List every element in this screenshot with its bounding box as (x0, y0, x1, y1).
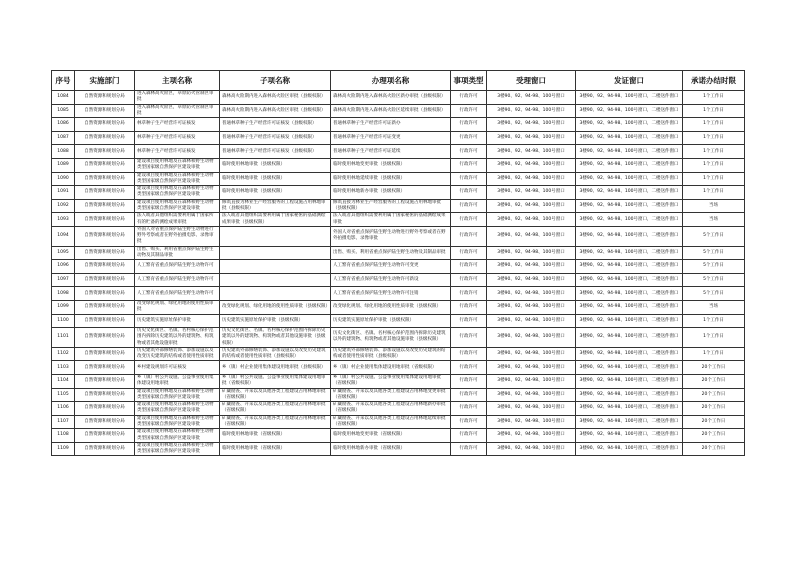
cell-main-item: 历史建筑外部修缮装饰、添加设施以及改变历史建筑的结构或者使用性质审批 (135, 347, 220, 361)
cell-index: 1104 (52, 374, 75, 388)
cell-acceptance-window: 3楼90、92、94-98、100号窗口 (487, 388, 576, 402)
cell-time-limit: 1个工作日 (683, 328, 745, 348)
cell-department: 自然资源和规划分局 (75, 131, 135, 145)
cell-time-limit: 5个工作日 (683, 226, 745, 246)
cell-acceptance-window: 3楼90、92、94-98、100号窗口 (487, 429, 576, 443)
cell-issuing-window: 3楼90、92、94-98、100号窗口，二楼送件窗口 (576, 104, 683, 118)
cell-acceptance-window: 3楼90、92、94-98、100号窗口 (487, 172, 576, 186)
cell-acceptance-window: 3楼90、92、94-98、100号窗口 (487, 374, 576, 388)
cell-index: 1100 (52, 314, 75, 328)
cell-index: 1093 (52, 213, 75, 227)
cell-department: 自然资源和规划分局 (75, 213, 135, 227)
col-header-issuing-window: 发证窗口 (576, 71, 683, 91)
table-row (52, 273, 745, 287)
table-row (52, 104, 745, 118)
cell-time-limit: 20个工作日 (683, 429, 745, 443)
cell-main-item: 历史文化街区、名镇、名村核心保护范围内拆除历史建筑以外的建筑物、构筑物或者其他设施审批 (135, 328, 220, 348)
cell-main-item: 林草种子生产经营许可证核发 (135, 145, 220, 159)
cell-department: 自然资源和规划分局 (75, 260, 135, 274)
cell-main-item: 建设项目使用林地及在森林和野生动物类型国家级自然保护区建设审批 (135, 186, 220, 200)
cell-department: 自然资源和规划分局 (75, 186, 135, 200)
cell-main-item: 建设项目使用林地及在森林和野生动物类型国家级自然保护区建设审批 (135, 429, 220, 443)
cell-sub-item: 乡（镇）村公共设施、公益事业使用集体建设用地审批（省级权限） (220, 374, 331, 388)
cell-time-limit: 1个工作日 (683, 131, 745, 145)
cell-sub-item (220, 246, 331, 260)
cell-acceptance-window: 3楼90、92、94-98、100号窗口 (487, 131, 576, 145)
cell-issuing-window: 3楼90、92、94-98、100号窗口，二楼送件窗口 (576, 402, 683, 416)
cell-sub-item: 临时使用林地审批（县级权限） (220, 158, 331, 172)
cell-time-limit: 当场 (683, 199, 745, 213)
cell-item-type: 行政许可 (451, 145, 487, 159)
cell-issuing-window: 3楼90、92、94-98、100号窗口，二楼送件窗口 (576, 213, 683, 227)
cell-handling-item: 历史建筑实施原址保护审批（县级权限） (331, 314, 451, 328)
cell-department: 自然资源和规划分局 (75, 347, 135, 361)
cell-issuing-window: 3楼90、92、94-98、100号窗口，二楼送件窗口 (576, 260, 683, 274)
cell-issuing-window: 3楼90、92、94-98、100号窗口，二楼送件窗口 (576, 300, 683, 314)
cell-handling-item: 出售、购买、利用省重点保护陆生野生动物及其制品审批 (331, 246, 451, 260)
cell-main-item: 人工繁育省重点保护陆生野生动物许可 (135, 260, 220, 274)
col-header-time-limit: 承诺办结时限 (683, 71, 745, 91)
cell-main-item: 建设项目使用林地及在森林和野生动物类型国家级自然保护区建设审批 (135, 199, 220, 213)
cell-item-type: 行政许可 (451, 172, 487, 186)
cell-time-limit: 1个工作日 (683, 118, 745, 132)
cell-handling-item: 法人或者其他组织需要利用属于国家秘密的基础测绘成果审批 (331, 213, 451, 227)
cell-time-limit: 1个工作日 (683, 104, 745, 118)
cell-item-type: 行政许可 (451, 442, 487, 456)
cell-handling-item: 普通林草种子生产经营许可证新办 (331, 118, 451, 132)
cell-main-item: 建设项目使用林地及在森林和野生动物类型国家级自然保护区建设审批 (135, 172, 220, 186)
cell-item-type: 行政许可 (451, 388, 487, 402)
col-header-index: 序号 (52, 71, 75, 91)
cell-issuing-window: 3楼90、92、94-98、100号窗口，二楼送件窗口 (576, 361, 683, 375)
cell-sub-item: 临时使用林地审批（县级权限） (220, 186, 331, 200)
cell-handling-item: 森林高火险期内进入森林高火险区新办审批（县级权限） (331, 91, 451, 105)
cell-index: 1092 (52, 199, 75, 213)
cell-department: 自然资源和规划分局 (75, 388, 135, 402)
cell-index: 1090 (52, 172, 75, 186)
cell-index: 1089 (52, 158, 75, 172)
cell-handling-item: 普通林草种子生产经营许可证延续 (331, 145, 451, 159)
cell-issuing-window: 3楼90、92、94-98、100号窗口，二楼送件窗口 (576, 442, 683, 456)
cell-item-type: 行政许可 (451, 104, 487, 118)
cell-main-item: 外国人对省重点保护陆生野生动物进行野外考察或者在野外拍摄电影、录像审批 (135, 226, 220, 246)
cell-main-item: 建设项目使用林地及在森林和野生动物类型国家级自然保护区建设审批 (135, 442, 220, 456)
cell-handling-item: 人工繁育省重点保护陆生野生动物许可注销 (331, 287, 451, 301)
cell-index: 1101 (52, 328, 75, 348)
cell-item-type: 行政许可 (451, 226, 487, 246)
cell-main-item: 历史建筑实施原址保护审批 (135, 314, 220, 328)
cell-item-type: 行政许可 (451, 361, 487, 375)
cell-handling-item: 历史文化街区、名镇、名村核心保护范围内拆除历史建筑以外的建筑物、构筑物或者其他设施审批（县级权限） (331, 328, 451, 348)
cell-time-limit: 1个工作日 (683, 186, 745, 200)
table-row (52, 388, 745, 402)
cell-main-item: 建设项目使用林地及在森林和野生动物类型国家级自然保护区建设审批 (135, 402, 220, 416)
cell-item-type: 行政许可 (451, 246, 487, 260)
table-row (52, 186, 745, 200)
cell-issuing-window: 3楼90、92、94-98、100号窗口，二楼送件窗口 (576, 91, 683, 105)
cell-department: 自然资源和规划分局 (75, 145, 135, 159)
cell-index: 1108 (52, 429, 75, 443)
cell-time-limit: 1个工作日 (683, 314, 745, 328)
cell-item-type: 行政许可 (451, 429, 487, 443)
cell-acceptance-window: 3楼90、92、94-98、100号窗口 (487, 402, 576, 416)
cell-department: 自然资源和规划分局 (75, 172, 135, 186)
cell-department: 自然资源和规划分局 (75, 246, 135, 260)
cell-main-item: 建设项目使用林地及在森林和野生动物类型国家级自然保护区建设审批 (135, 158, 220, 172)
cell-item-type: 行政许可 (451, 91, 487, 105)
cell-sub-item: 矿藏勘查、开采以及其他各类工程建设占用林地审批（省级权限） (220, 402, 331, 416)
cell-index: 1086 (52, 118, 75, 132)
cell-acceptance-window: 3楼90、92、94-98、100号窗口 (487, 158, 576, 172)
cell-handling-item: 临时使用林地延续审批（县级权限） (331, 172, 451, 186)
cell-sub-item: 森林高火险期内进入森林高火险区审批（县级权限） (220, 91, 331, 105)
cell-department: 自然资源和规划分局 (75, 328, 135, 348)
cell-acceptance-window: 3楼90、92、94-98、100号窗口 (487, 347, 576, 361)
cell-sub-item: 临时使用林地审批（省级权限） (220, 429, 331, 443)
cell-sub-item: 普通林草种子生产经营许可证核发（县级权限） (220, 118, 331, 132)
table-header-row (52, 71, 745, 91)
table-row (52, 158, 745, 172)
cell-item-type: 行政许可 (451, 328, 487, 348)
cell-item-type: 行政许可 (451, 347, 487, 361)
cell-department: 自然资源和规划分局 (75, 429, 135, 443)
cell-acceptance-window: 3楼90、92、94-98、100号窗口 (487, 328, 576, 348)
cell-acceptance-window: 3楼90、92、94-98、100号窗口 (487, 213, 576, 227)
cell-handling-item: 临时使用林地新办审批（省级权限） (331, 442, 451, 456)
cell-time-limit: 20个工作日 (683, 402, 745, 416)
cell-issuing-window: 3楼90、92、94-98、100号窗口，二楼送件窗口 (576, 186, 683, 200)
table-row (52, 260, 745, 274)
cell-department: 自然资源和规划分局 (75, 287, 135, 301)
cell-sub-item: 历史建筑外部修缮装饰、添加设施以及改变历史建筑的结构或者使用性质审批（县级权限） (220, 347, 331, 361)
cell-acceptance-window: 3楼90、92、94-98、100号窗口 (487, 415, 576, 429)
col-header-sub-item: 子项名称 (220, 71, 331, 91)
table-row (52, 361, 745, 375)
cell-handling-item: 普通林草种子生产经营许可证变更 (331, 131, 451, 145)
cell-handling-item: 临时使用林地新办审批（县级权限） (331, 186, 451, 200)
cell-index: 1109 (52, 442, 75, 456)
cell-issuing-window: 3楼90、92、94-98、100号窗口，二楼送件窗口 (576, 118, 683, 132)
cell-index: 1105 (52, 388, 75, 402)
cell-issuing-window: 3楼90、92、94-98、100号窗口，二楼送件窗口 (576, 145, 683, 159)
cell-time-limit: 20个工作日 (683, 374, 745, 388)
cell-issuing-window: 3楼90、92、94-98、100号窗口，二楼送件窗口 (576, 246, 683, 260)
cell-time-limit: 1个工作日 (683, 91, 745, 105)
cell-sub-item: 历史文化街区、名镇、名村核心保护范围内拆除历史建筑以外的建筑物、构筑物或者其他设施审批（县级权限） (220, 328, 331, 348)
cell-main-item: 人工繁育省重点保护陆生野生动物许可 (135, 287, 220, 301)
cell-main-item: 进入森林高火险区，草原防火管制区审批 (135, 91, 220, 105)
cell-time-limit: 20个工作日 (683, 415, 745, 429)
cell-item-type: 行政许可 (451, 186, 487, 200)
cell-main-item: 建设项目使用林地及在森林和野生动物类型国家级自然保护区建设审批 (135, 415, 220, 429)
cell-sub-item: 森林高火险期内进入森林高火险区审批（县级权限） (220, 104, 331, 118)
cell-handling-item: 矿藏勘查、开采以及其他各类工程建设占用林地变更审批（省级权限） (331, 388, 451, 402)
cell-department: 自然资源和规划分局 (75, 374, 135, 388)
cell-time-limit: 当场 (683, 300, 745, 314)
cell-department: 自然资源和规划分局 (75, 442, 135, 456)
cell-sub-item (220, 226, 331, 246)
cell-time-limit: 1个工作日 (683, 145, 745, 159)
cell-department: 自然资源和规划分局 (75, 300, 135, 314)
cell-department: 自然资源和规划分局 (75, 158, 135, 172)
cell-handling-item: 历史建筑外部修缮装饰、添加设施以及改变历史建筑的结构或者使用性质审批（县级权限） (331, 347, 451, 361)
cell-sub-item: 普通林草种子生产经营许可证核发（县级权限） (220, 131, 331, 145)
cell-index: 1103 (52, 361, 75, 375)
cell-department: 自然资源和规划分局 (75, 226, 135, 246)
cell-index: 1087 (52, 131, 75, 145)
cell-main-item: 进入森林高火险区，草原防火管制区审批 (135, 104, 220, 118)
cell-item-type: 行政许可 (451, 273, 487, 287)
cell-index: 1096 (52, 260, 75, 274)
cell-index: 1095 (52, 246, 75, 260)
cell-item-type: 行政许可 (451, 158, 487, 172)
cell-handling-item: 修筑直接为林业生产经营服务的工程设施占用林地审批（县级权限） (331, 199, 451, 213)
cell-issuing-window: 3楼90、92、94-98、100号窗口，二楼送件窗口 (576, 273, 683, 287)
cell-department: 自然资源和规划分局 (75, 91, 135, 105)
cell-issuing-window: 3楼90、92、94-98、100号窗口，二楼送件窗口 (576, 172, 683, 186)
table-row (52, 172, 745, 186)
cell-department: 自然资源和规划分局 (75, 402, 135, 416)
cell-handling-item: 改变绿化规划、绿化用地的使用性质审批（县级权限） (331, 300, 451, 314)
cell-acceptance-window: 3楼90、92、94-98、100号窗口 (487, 273, 576, 287)
cell-acceptance-window: 3楼90、92、94-98、100号窗口 (487, 260, 576, 274)
cell-index: 1099 (52, 300, 75, 314)
cell-issuing-window: 3楼90、92、94-98、100号窗口，二楼送件窗口 (576, 374, 683, 388)
cell-index: 1106 (52, 402, 75, 416)
cell-item-type: 行政许可 (451, 300, 487, 314)
cell-handling-item: 乡（镇）村公共设施、公益事业使用集体建设用地审批（省级权限） (331, 374, 451, 388)
cell-sub-item: 改变绿化规划、绿化用地的使用性质审批（县级权限） (220, 300, 331, 314)
cell-item-type: 行政许可 (451, 213, 487, 227)
cell-time-limit: 1个工作日 (683, 172, 745, 186)
cell-handling-item: 乡（镇）村企业使用集体建设用地审批（省级权限） (331, 361, 451, 375)
cell-time-limit: 5个工作日 (683, 260, 745, 274)
table-row (52, 131, 745, 145)
cell-item-type: 行政许可 (451, 199, 487, 213)
cell-sub-item: 历史建筑实施原址保护审批（县级权限） (220, 314, 331, 328)
cell-acceptance-window: 3楼90、92、94-98、100号窗口 (487, 246, 576, 260)
cell-department: 自然资源和规划分局 (75, 314, 135, 328)
cell-main-item: 人工繁育省重点保护陆生野生动物许可 (135, 273, 220, 287)
cell-time-limit: 当场 (683, 213, 745, 227)
cell-acceptance-window: 3楼90、92、94-98、100号窗口 (487, 145, 576, 159)
table-row (52, 442, 745, 456)
cell-item-type: 行政许可 (451, 287, 487, 301)
cell-department: 自然资源和规划分局 (75, 104, 135, 118)
cell-sub-item: 法人或者其他组织需要利用属于国家秘密的基础测绘成果审批（县级权限） (220, 213, 331, 227)
table-row (52, 328, 745, 348)
cell-acceptance-window: 3楼90、92、94-98、100号窗口 (487, 361, 576, 375)
cell-sub-item: 临时使用林地审批（省级权限） (220, 442, 331, 456)
approval-items-table (51, 70, 745, 456)
cell-department: 自然资源和规划分局 (75, 415, 135, 429)
cell-handling-item: 矿藏勘查、开采以及其他各类工程建设占用林地新办审批（省级权限） (331, 402, 451, 416)
cell-issuing-window: 3楼90、92、94-98、100号窗口，二楼送件窗口 (576, 199, 683, 213)
table-row (52, 246, 745, 260)
table-row (52, 145, 745, 159)
cell-issuing-window: 3楼90、92、94-98、100号窗口，二楼送件窗口 (576, 287, 683, 301)
cell-issuing-window: 3楼90、92、94-98、100号窗口，二楼送件窗口 (576, 158, 683, 172)
table-row (52, 402, 745, 416)
cell-sub-item (220, 260, 331, 274)
col-header-item-type: 事项类型 (451, 71, 487, 91)
table-row (52, 213, 745, 227)
cell-item-type: 行政许可 (451, 314, 487, 328)
cell-sub-item: 修筑直接为林业生产经营服务的工程设施占用林地审批（县级权限） (220, 199, 331, 213)
cell-department: 自然资源和规划分局 (75, 199, 135, 213)
cell-acceptance-window: 3楼90、92、94-98、100号窗口 (487, 314, 576, 328)
cell-item-type: 行政许可 (451, 402, 487, 416)
table-row (52, 415, 745, 429)
col-header-main-item: 主项名称 (135, 71, 220, 91)
table-row (52, 374, 745, 388)
cell-main-item: 乡村建设规划许可证核发 (135, 361, 220, 375)
cell-issuing-window: 3楼90、92、94-98、100号窗口，二楼送件窗口 (576, 388, 683, 402)
table-row (52, 118, 745, 132)
cell-acceptance-window: 3楼90、92、94-98、100号窗口 (487, 199, 576, 213)
cell-acceptance-window: 3楼90、92、94-98、100号窗口 (487, 226, 576, 246)
cell-main-item: 法人或者其他组织需要利用属于国家所有的贮备的测绘成果审批 (135, 213, 220, 227)
cell-issuing-window: 3楼90、92、94-98、100号窗口，二楼送件窗口 (576, 131, 683, 145)
cell-handling-item: 外国人对省重点保护陆生野生动物进行野外考察或者在野外拍摄电影、录像审批 (331, 226, 451, 246)
cell-index: 1107 (52, 415, 75, 429)
cell-index: 1085 (52, 104, 75, 118)
cell-time-limit: 5个工作日 (683, 246, 745, 260)
cell-sub-item: 普通林草种子生产经营许可证核发（县级权限） (220, 145, 331, 159)
cell-handling-item: 人工繁育省重点保护陆生野生动物许可变更 (331, 260, 451, 274)
cell-handling-item: 临时使用林地变更审批（县级权限） (331, 158, 451, 172)
cell-time-limit: 20个工作日 (683, 388, 745, 402)
cell-acceptance-window: 3楼90、92、94-98、100号窗口 (487, 186, 576, 200)
cell-sub-item (220, 273, 331, 287)
cell-acceptance-window: 3楼90、92、94-98、100号窗口 (487, 442, 576, 456)
cell-acceptance-window: 3楼90、92、94-98、100号窗口 (487, 104, 576, 118)
cell-acceptance-window: 3楼90、92、94-98、100号窗口 (487, 91, 576, 105)
table-row (52, 347, 745, 361)
cell-handling-item: 矿藏勘查、开采以及其他各类工程建设占用林地延续审批（省级权限） (331, 415, 451, 429)
cell-issuing-window: 3楼90、92、94-98、100号窗口，二楼送件窗口 (576, 347, 683, 361)
cell-sub-item (220, 287, 331, 301)
cell-index: 1088 (52, 145, 75, 159)
cell-index: 1097 (52, 273, 75, 287)
cell-index: 1098 (52, 287, 75, 301)
cell-item-type: 行政许可 (451, 374, 487, 388)
cell-item-type: 行政许可 (451, 260, 487, 274)
cell-sub-item: 临时使用林地审批（县级权限） (220, 172, 331, 186)
cell-department: 自然资源和规划分局 (75, 273, 135, 287)
cell-index: 1084 (52, 91, 75, 105)
cell-acceptance-window: 3楼90、92、94-98、100号窗口 (487, 287, 576, 301)
cell-time-limit: 20个工作日 (683, 442, 745, 456)
cell-issuing-window: 3楼90、92、94-98、100号窗口，二楼送件窗口 (576, 314, 683, 328)
cell-handling-item: 临时使用林地变更审批（省级权限） (331, 429, 451, 443)
cell-handling-item: 人工繁育省重点保护陆生野生动物许可新设 (331, 273, 451, 287)
cell-index: 1102 (52, 347, 75, 361)
col-header-department: 实施部门 (75, 71, 135, 91)
cell-item-type: 行政许可 (451, 131, 487, 145)
table-row (52, 314, 745, 328)
cell-index: 1091 (52, 186, 75, 200)
col-header-acceptance-window: 受理窗口 (487, 71, 576, 91)
table-row (52, 91, 745, 105)
cell-department: 自然资源和规划分局 (75, 361, 135, 375)
cell-issuing-window: 3楼90、92、94-98、100号窗口，二楼送件窗口 (576, 429, 683, 443)
cell-time-limit: 5个工作日 (683, 273, 745, 287)
cell-item-type: 行政许可 (451, 118, 487, 132)
table-row (52, 287, 745, 301)
table-row (52, 300, 745, 314)
cell-issuing-window: 3楼90、92、94-98、100号窗口，二楼送件窗口 (576, 415, 683, 429)
cell-department: 自然资源和规划分局 (75, 118, 135, 132)
cell-acceptance-window: 3楼90、92、94-98、100号窗口 (487, 300, 576, 314)
cell-main-item: 林草种子生产经营许可证核发 (135, 118, 220, 132)
cell-issuing-window: 3楼90、92、94-98、100号窗口，二楼送件窗口 (576, 226, 683, 246)
cell-main-item: 林草种子生产经营许可证核发 (135, 131, 220, 145)
col-header-handling-item: 办理项名称 (331, 71, 451, 91)
cell-sub-item: 矿藏勘查、开采以及其他各类工程建设占用林地审批（省级权限） (220, 388, 331, 402)
cell-item-type: 行政许可 (451, 415, 487, 429)
table-row (52, 429, 745, 443)
table-row (52, 199, 745, 213)
cell-main-item: 建设项目使用林地及在森林和野生动物类型国家级自然保护区建设审批 (135, 388, 220, 402)
cell-acceptance-window: 3楼90、92、94-98、100号窗口 (487, 118, 576, 132)
cell-time-limit: 1个工作日 (683, 347, 745, 361)
cell-main-item: 改变绿化规划、绿化用地的使用性质审批 (135, 300, 220, 314)
cell-sub-item: 矿藏勘查、开采以及其他各类工程建设占用林地审批（省级权限） (220, 415, 331, 429)
cell-time-limit: 1个工作日 (683, 158, 745, 172)
cell-sub-item: 乡（镇）村企业使用集体建设用地审批（县级权限） (220, 361, 331, 375)
table-row (52, 226, 745, 246)
cell-main-item: 乡（镇）村公共设施、公益事业使用集体建设用地审批 (135, 374, 220, 388)
cell-main-item: 出售、购买、利用省重点保护陆生野生动物及其制品审批 (135, 246, 220, 260)
cell-index: 1094 (52, 226, 75, 246)
cell-time-limit: 5个工作日 (683, 287, 745, 301)
cell-issuing-window: 3楼90、92、94-98、100号窗口，二楼送件窗口 (576, 328, 683, 348)
cell-time-limit: 20个工作日 (683, 361, 745, 375)
cell-handling-item: 森林高火险期内进入森林高火险区延续审批（县级权限） (331, 104, 451, 118)
